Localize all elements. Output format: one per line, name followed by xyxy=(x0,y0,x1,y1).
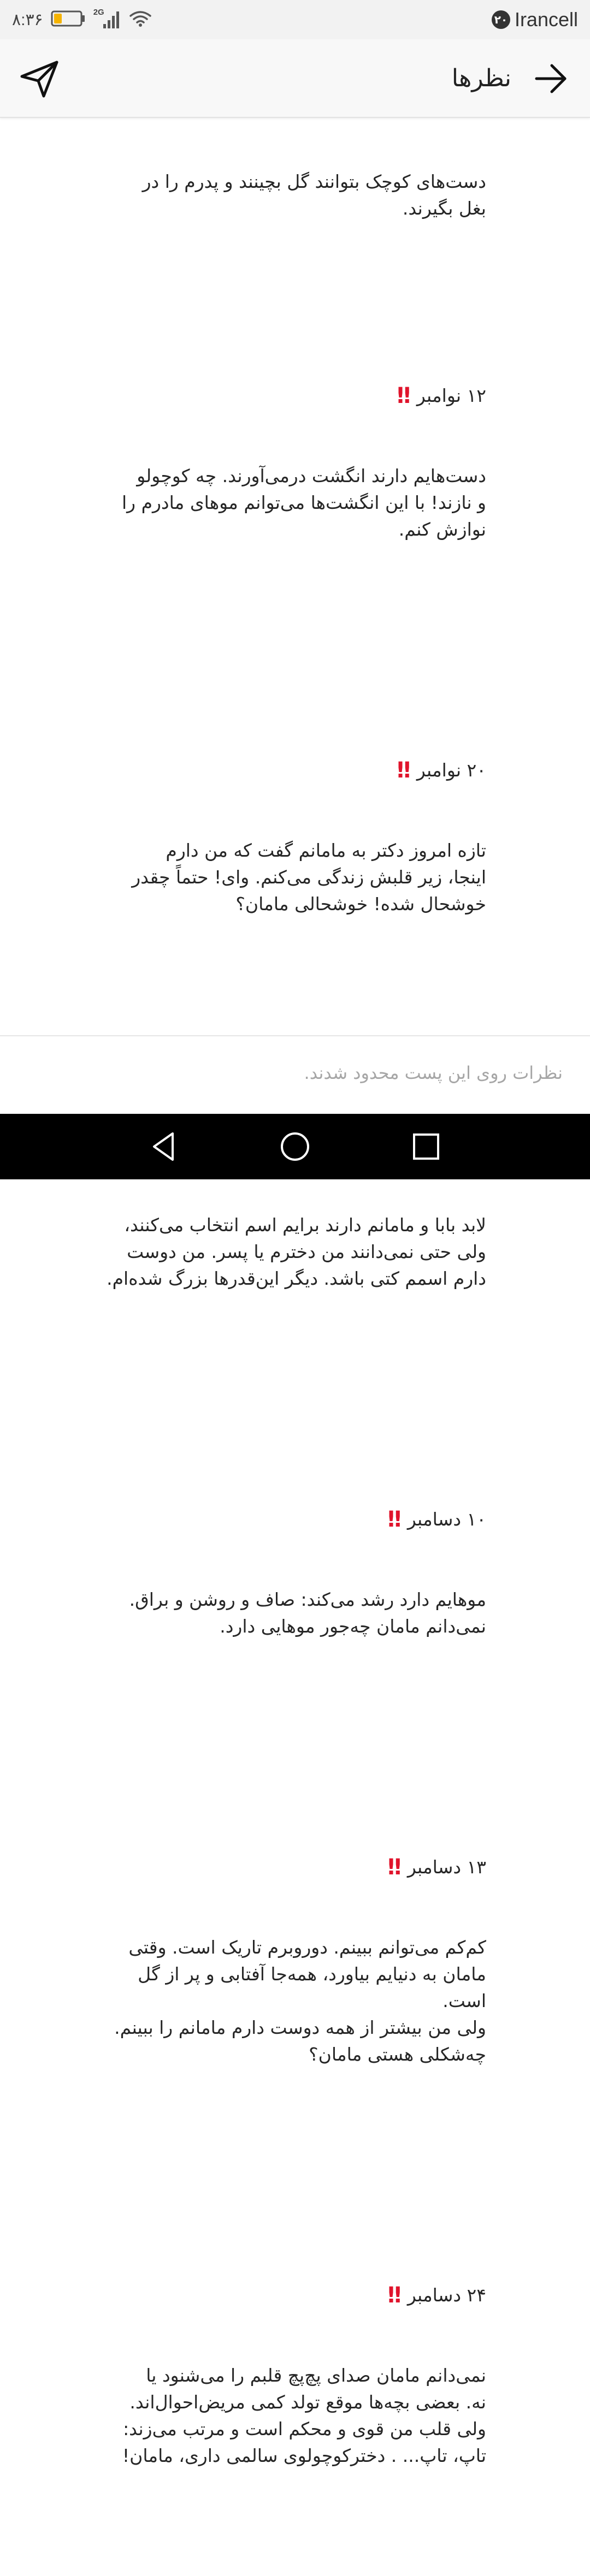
arrow-right-icon xyxy=(533,61,568,96)
double-exclamation-icon: !! xyxy=(395,758,409,783)
entry-date: ۱۳ دسامبر xyxy=(407,1856,486,1878)
diary-entry xyxy=(82,1800,486,2121)
battery-icon xyxy=(51,10,86,30)
entry-date: ۲۴ دسامبر xyxy=(407,2284,486,2306)
send-button[interactable] xyxy=(19,58,60,99)
entry-body: دست‌هایم دارند انگشت درمی‌آورند. چه کوچولو و نازند! با این انگشت‌ها می‌توانم موهای مادرم را نوازش کنم. xyxy=(121,465,486,540)
diary-entry xyxy=(82,329,486,596)
comments-restricted-bar xyxy=(0,1035,590,1115)
page-title: نظرها xyxy=(451,64,511,92)
entry-date: ۲۰ نوامبر xyxy=(416,759,486,781)
square-recents-icon xyxy=(410,1130,442,1163)
double-exclamation-icon: !! xyxy=(386,1855,400,1880)
comments-restricted-note: نظرات روی این پست محدود شدند. xyxy=(304,1063,563,1083)
nav-back-button[interactable] xyxy=(148,1130,180,1163)
diary-entry xyxy=(82,703,486,971)
nav-home-button[interactable] xyxy=(279,1130,311,1163)
double-exclamation-icon: !! xyxy=(386,1507,400,1532)
app-header xyxy=(0,39,590,118)
system-nav-bar xyxy=(0,1114,590,1179)
carrier-name: Irancell xyxy=(514,8,578,31)
caption-intro: دست‌های کوچک بتوانند گل بچینند و پدرم را در بغل بگیرند. xyxy=(142,171,486,219)
entry-date: ۱۲ نوامبر xyxy=(416,385,486,406)
status-time: ۸:۳۶ xyxy=(12,10,43,29)
signal-icon xyxy=(93,10,122,29)
triangle-back-icon xyxy=(148,1130,180,1163)
circle-home-icon xyxy=(279,1130,311,1163)
double-exclamation-icon: !! xyxy=(395,383,409,408)
back-button[interactable] xyxy=(533,61,568,96)
status-bar xyxy=(0,0,590,39)
entry-body: لابد بابا و مامانم دارند برایم اسم انتخاب می‌کنند، ولی حتی نمی‌دانند من دخترم یا پسر. من دوست دارم اسمم کتی باشد. دیگر این‌قدرها بزرگ شده‌ام. xyxy=(107,1214,486,1289)
wifi-icon xyxy=(129,10,151,30)
entry-body: کم‌کم می‌توانم ببینم. دوروبرم تاریک است. وقتی مامان به دنیایم بیاورد، همه‌جا آفتابی و پر از گل است. ولی من بیشتر از همه دوست دارم مامانم را ببینم. چه‌شکلی هستی مامان؟ xyxy=(114,1937,486,2065)
entry-body: تازه امروز دکتر به مامانم گفت که من دارم اینجا، زیر قلبش زندگی می‌کنم. وای! حتماً چقدر خوشحال شده! خوشحالی مامان؟ xyxy=(132,840,486,915)
entry-body: موهایم دارد رشد می‌کند: صاف و روشن و براق. نمی‌دانم مامان چه‌جور موهایی دارد. xyxy=(129,1589,486,1637)
entry-date: ۱۰ دسامبر xyxy=(407,1509,486,1530)
network-type: 2G xyxy=(93,8,104,17)
paper-plane-icon xyxy=(19,58,60,99)
sim-badge: ۲۰ xyxy=(492,10,510,29)
diary-entry xyxy=(82,1452,486,1693)
entry-body: نمی‌دانم مامان صدای پچ‌پچ قلبم را می‌شنود یا نه. بعضی بچه‌ها موقع تولد کمی مریض‌احوال‌اند. ولی قلب من قوی و محکم است و مرتب می‌زند: تاپ، تاپ... . دخترکوچولوی سالمی داری، مامان! xyxy=(122,2365,486,2466)
double-exclamation-icon: !! xyxy=(386,2283,400,2308)
post-caption xyxy=(82,115,486,2576)
diary-entry xyxy=(82,2228,486,2522)
nav-recents-button[interactable] xyxy=(410,1130,442,1163)
